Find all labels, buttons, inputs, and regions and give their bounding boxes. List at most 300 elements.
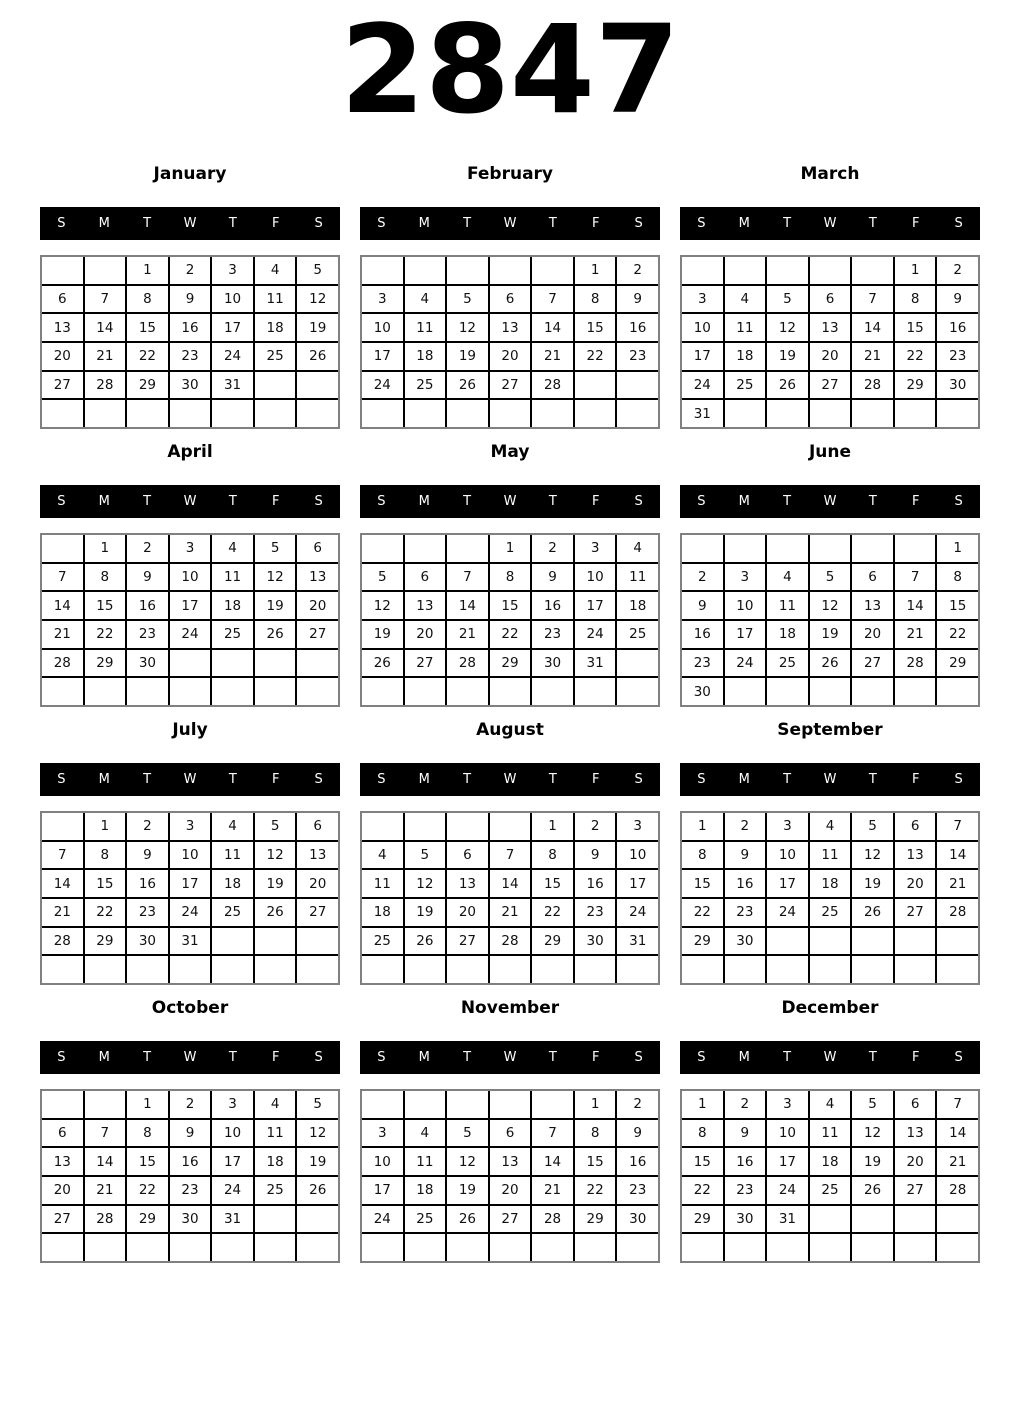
day-cell: 29	[682, 928, 723, 955]
day-cell: 14	[85, 314, 126, 341]
day-cell: 8	[575, 286, 616, 313]
day-cell: 18	[212, 592, 253, 619]
day-cell: 4	[810, 813, 851, 840]
day-cell: 31	[767, 1206, 808, 1233]
day-cell: 18	[810, 870, 851, 897]
day-cell: 16	[617, 314, 658, 341]
day-cell: 13	[810, 314, 851, 341]
day-cell: 25	[405, 1206, 446, 1233]
day-cell: 11	[810, 842, 851, 869]
day-cell: 20	[42, 343, 83, 370]
day-cell: 24	[170, 899, 211, 926]
day-grid	[40, 255, 340, 429]
day-cell: 10	[575, 564, 616, 591]
day-cell: 23	[532, 621, 573, 648]
empty-day-cell	[617, 372, 658, 399]
empty-day-cell	[725, 678, 766, 705]
day-cell: 2	[725, 813, 766, 840]
weekday-label: S	[57, 772, 66, 787]
empty-day-cell	[297, 1234, 338, 1261]
day-cell: 27	[490, 1206, 531, 1233]
empty-day-cell	[937, 678, 978, 705]
day-cell: 1	[575, 257, 616, 284]
weekday-label: M	[418, 494, 430, 509]
day-cell: 14	[937, 842, 978, 869]
day-cell: 22	[85, 621, 126, 648]
weekday-label: S	[697, 216, 706, 231]
empty-day-cell	[255, 1234, 296, 1261]
day-cell: 21	[895, 621, 936, 648]
day-cell: 10	[170, 564, 211, 591]
day-cell: 27	[810, 372, 851, 399]
empty-day-cell	[725, 257, 766, 284]
day-cell: 3	[170, 813, 211, 840]
day-cell: 29	[532, 928, 573, 955]
weekday-label: W	[183, 1050, 197, 1065]
day-cell: 29	[575, 1206, 616, 1233]
empty-day-cell	[170, 1234, 211, 1261]
month-block	[680, 998, 980, 1263]
empty-day-cell	[255, 650, 296, 677]
day-cell: 1	[682, 813, 723, 840]
empty-day-cell	[682, 956, 723, 983]
empty-day-cell	[852, 1206, 893, 1233]
day-cell: 13	[42, 314, 83, 341]
empty-day-cell	[810, 956, 851, 983]
month-block	[680, 720, 980, 985]
day-cell: 27	[490, 372, 531, 399]
day-cell: 15	[937, 592, 978, 619]
empty-day-cell	[405, 678, 446, 705]
day-cell: 14	[852, 314, 893, 341]
day-cell: 26	[297, 343, 338, 370]
day-cell: 4	[255, 257, 296, 284]
day-cell: 30	[575, 928, 616, 955]
day-cell: 5	[297, 1091, 338, 1118]
day-cell: 6	[405, 564, 446, 591]
empty-day-cell	[447, 257, 488, 284]
day-cell: 9	[532, 564, 573, 591]
day-cell: 23	[682, 650, 723, 677]
month-title: November	[460, 998, 560, 1018]
day-cell: 19	[297, 1148, 338, 1175]
weekday-label: S	[377, 494, 386, 509]
day-cell: 27	[405, 650, 446, 677]
empty-day-cell	[255, 678, 296, 705]
day-cell: 10	[212, 286, 253, 313]
day-cell: 5	[405, 842, 446, 869]
weekday-label: S	[697, 772, 706, 787]
day-cell: 18	[362, 899, 403, 926]
day-cell: 30	[127, 650, 168, 677]
empty-day-cell	[682, 535, 723, 562]
empty-day-cell	[532, 678, 573, 705]
day-cell: 21	[42, 899, 83, 926]
empty-day-cell	[42, 535, 83, 562]
day-cell: 3	[767, 1091, 808, 1118]
day-cell: 31	[617, 928, 658, 955]
month-title: February	[466, 164, 554, 184]
day-cell: 22	[490, 621, 531, 648]
weekday-label: T	[548, 772, 557, 787]
day-cell: 3	[170, 535, 211, 562]
day-cell: 15	[682, 1148, 723, 1175]
day-cell: 17	[682, 343, 723, 370]
weekday-header	[360, 207, 660, 240]
day-cell: 10	[682, 314, 723, 341]
day-cell: 16	[575, 870, 616, 897]
day-cell: 7	[85, 1120, 126, 1147]
day-cell: 10	[212, 1120, 253, 1147]
empty-day-cell	[767, 535, 808, 562]
day-cell: 11	[405, 1148, 446, 1175]
month-block	[360, 442, 660, 707]
weekday-label: M	[738, 216, 750, 231]
weekday-header	[680, 207, 980, 240]
empty-day-cell	[895, 1234, 936, 1261]
day-cell: 25	[255, 1177, 296, 1204]
day-cell: 2	[617, 257, 658, 284]
day-cell: 22	[575, 1177, 616, 1204]
empty-day-cell	[170, 956, 211, 983]
weekday-label: T	[143, 772, 152, 787]
empty-day-cell	[405, 956, 446, 983]
empty-day-cell	[767, 928, 808, 955]
day-cell: 12	[297, 286, 338, 313]
empty-day-cell	[362, 956, 403, 983]
weekday-header	[680, 1041, 980, 1074]
day-cell: 9	[575, 842, 616, 869]
weekday-label: T	[228, 772, 237, 787]
day-cell: 4	[405, 1120, 446, 1147]
weekday-label: S	[634, 772, 643, 787]
empty-day-cell	[255, 372, 296, 399]
day-grid	[680, 1089, 980, 1263]
empty-day-cell	[85, 1234, 126, 1261]
day-cell: 24	[362, 372, 403, 399]
empty-day-cell	[170, 400, 211, 427]
day-grid	[360, 811, 660, 985]
weekday-label: S	[57, 1050, 66, 1065]
day-cell: 13	[297, 564, 338, 591]
day-cell: 12	[852, 842, 893, 869]
weekday-label: M	[98, 1050, 110, 1065]
weekday-label: S	[634, 494, 643, 509]
day-cell: 19	[255, 592, 296, 619]
day-cell: 8	[682, 1120, 723, 1147]
day-cell: 1	[490, 535, 531, 562]
empty-day-cell	[405, 1234, 446, 1261]
empty-day-cell	[362, 678, 403, 705]
day-cell: 17	[362, 343, 403, 370]
day-cell: 24	[767, 899, 808, 926]
day-cell: 29	[490, 650, 531, 677]
weekday-header	[680, 763, 980, 796]
empty-day-cell	[85, 400, 126, 427]
empty-day-cell	[212, 928, 253, 955]
day-cell: 8	[682, 842, 723, 869]
day-cell: 31	[170, 928, 211, 955]
weekday-header	[680, 485, 980, 518]
day-cell: 9	[937, 286, 978, 313]
day-cell: 13	[447, 870, 488, 897]
weekday-label: T	[463, 216, 472, 231]
day-cell: 18	[617, 592, 658, 619]
day-cell: 10	[362, 1148, 403, 1175]
day-cell: 22	[895, 343, 936, 370]
day-cell: 23	[170, 1177, 211, 1204]
day-cell: 24	[362, 1206, 403, 1233]
day-cell: 17	[617, 870, 658, 897]
weekday-header	[360, 485, 660, 518]
empty-day-cell	[767, 400, 808, 427]
weekday-label: F	[911, 216, 920, 231]
day-cell: 28	[85, 372, 126, 399]
day-cell: 20	[490, 343, 531, 370]
empty-day-cell	[937, 1206, 978, 1233]
empty-day-cell	[42, 1091, 83, 1118]
day-cell: 16	[682, 621, 723, 648]
empty-day-cell	[85, 257, 126, 284]
weekday-label: T	[783, 772, 792, 787]
day-cell: 10	[767, 842, 808, 869]
day-cell: 16	[937, 314, 978, 341]
empty-day-cell	[42, 813, 83, 840]
day-cell: 25	[212, 899, 253, 926]
day-cell: 21	[42, 621, 83, 648]
day-cell: 14	[937, 1120, 978, 1147]
weekday-header	[40, 763, 340, 796]
day-cell: 15	[127, 1148, 168, 1175]
day-cell: 19	[852, 1148, 893, 1175]
day-cell: 23	[127, 899, 168, 926]
month-block	[40, 164, 340, 429]
empty-day-cell	[532, 1234, 573, 1261]
day-cell: 9	[725, 1120, 766, 1147]
empty-day-cell	[85, 1091, 126, 1118]
day-cell: 18	[212, 870, 253, 897]
day-cell: 20	[810, 343, 851, 370]
day-cell: 2	[127, 813, 168, 840]
day-cell: 4	[362, 842, 403, 869]
day-grid	[680, 255, 980, 429]
month-block	[40, 720, 340, 985]
day-cell: 19	[297, 314, 338, 341]
empty-day-cell	[405, 400, 446, 427]
day-cell: 27	[297, 899, 338, 926]
day-cell: 23	[617, 1177, 658, 1204]
empty-day-cell	[362, 813, 403, 840]
day-cell: 16	[725, 1148, 766, 1175]
day-cell: 28	[937, 899, 978, 926]
empty-day-cell	[405, 535, 446, 562]
day-cell: 19	[810, 621, 851, 648]
day-cell: 13	[490, 314, 531, 341]
month-title: April	[167, 442, 213, 462]
day-cell: 23	[725, 1177, 766, 1204]
day-cell: 10	[362, 314, 403, 341]
weekday-label: T	[228, 1050, 237, 1065]
empty-day-cell	[297, 956, 338, 983]
day-cell: 4	[810, 1091, 851, 1118]
day-cell: 21	[937, 1148, 978, 1175]
weekday-header	[360, 1041, 660, 1074]
day-cell: 19	[852, 870, 893, 897]
weekday-label: F	[271, 494, 280, 509]
day-cell: 26	[405, 928, 446, 955]
day-cell: 1	[895, 257, 936, 284]
weekday-label: W	[823, 216, 837, 231]
day-cell: 28	[42, 928, 83, 955]
day-cell: 29	[127, 372, 168, 399]
day-cell: 6	[447, 842, 488, 869]
day-cell: 11	[255, 286, 296, 313]
weekday-label: T	[143, 494, 152, 509]
empty-day-cell	[447, 956, 488, 983]
empty-day-cell	[937, 928, 978, 955]
empty-day-cell	[810, 928, 851, 955]
day-cell: 15	[127, 314, 168, 341]
empty-day-cell	[362, 400, 403, 427]
empty-day-cell	[575, 678, 616, 705]
day-cell: 2	[170, 257, 211, 284]
day-cell: 5	[297, 257, 338, 284]
day-cell: 17	[212, 314, 253, 341]
day-cell: 3	[362, 1120, 403, 1147]
day-cell: 6	[895, 1091, 936, 1118]
weekday-label: T	[548, 216, 557, 231]
day-cell: 17	[170, 592, 211, 619]
empty-day-cell	[895, 400, 936, 427]
day-cell: 22	[575, 343, 616, 370]
weekday-label: M	[98, 772, 110, 787]
day-cell: 20	[42, 1177, 83, 1204]
empty-day-cell	[297, 372, 338, 399]
day-cell: 3	[575, 535, 616, 562]
day-cell: 6	[297, 813, 338, 840]
empty-day-cell	[297, 678, 338, 705]
day-cell: 3	[617, 813, 658, 840]
day-cell: 20	[895, 870, 936, 897]
day-cell: 26	[810, 650, 851, 677]
day-cell: 23	[725, 899, 766, 926]
day-cell: 9	[170, 286, 211, 313]
day-cell: 17	[212, 1148, 253, 1175]
day-cell: 5	[255, 813, 296, 840]
empty-day-cell	[575, 400, 616, 427]
weekday-label: T	[783, 216, 792, 231]
day-cell: 7	[42, 842, 83, 869]
day-cell: 16	[725, 870, 766, 897]
empty-day-cell	[212, 400, 253, 427]
empty-day-cell	[810, 535, 851, 562]
day-cell: 20	[895, 1148, 936, 1175]
day-cell: 5	[447, 286, 488, 313]
weekday-label: S	[697, 494, 706, 509]
empty-day-cell	[895, 928, 936, 955]
empty-day-cell	[852, 400, 893, 427]
empty-day-cell	[85, 678, 126, 705]
day-cell: 28	[937, 1177, 978, 1204]
day-cell: 26	[852, 899, 893, 926]
empty-day-cell	[490, 678, 531, 705]
day-cell: 19	[362, 621, 403, 648]
empty-day-cell	[42, 257, 83, 284]
day-cell: 28	[85, 1206, 126, 1233]
day-grid	[680, 811, 980, 985]
weekday-label: S	[634, 216, 643, 231]
empty-day-cell	[490, 1234, 531, 1261]
day-cell: 21	[490, 899, 531, 926]
empty-day-cell	[895, 1206, 936, 1233]
empty-day-cell	[617, 650, 658, 677]
empty-day-cell	[725, 535, 766, 562]
day-cell: 4	[725, 286, 766, 313]
day-cell: 4	[617, 535, 658, 562]
month-title: September	[777, 720, 883, 740]
weekday-label: S	[954, 494, 963, 509]
weekday-label: T	[783, 494, 792, 509]
day-cell: 15	[575, 1148, 616, 1175]
empty-day-cell	[255, 400, 296, 427]
weekday-label: T	[868, 494, 877, 509]
empty-day-cell	[532, 257, 573, 284]
day-cell: 25	[617, 621, 658, 648]
empty-day-cell	[767, 678, 808, 705]
day-cell: 6	[490, 286, 531, 313]
empty-day-cell	[362, 1091, 403, 1118]
empty-day-cell	[575, 1234, 616, 1261]
day-cell: 7	[85, 286, 126, 313]
month-block	[360, 720, 660, 985]
day-cell: 9	[127, 564, 168, 591]
empty-day-cell	[852, 956, 893, 983]
empty-day-cell	[617, 956, 658, 983]
day-cell: 15	[682, 870, 723, 897]
day-cell: 3	[212, 1091, 253, 1118]
day-cell: 27	[447, 928, 488, 955]
weekday-label: S	[57, 216, 66, 231]
day-cell: 25	[767, 650, 808, 677]
day-cell: 15	[575, 314, 616, 341]
weekday-header	[40, 485, 340, 518]
day-cell: 28	[895, 650, 936, 677]
day-cell: 14	[42, 592, 83, 619]
empty-day-cell	[532, 1091, 573, 1118]
day-cell: 19	[447, 1177, 488, 1204]
empty-day-cell	[212, 956, 253, 983]
day-cell: 5	[255, 535, 296, 562]
empty-day-cell	[42, 1234, 83, 1261]
day-cell: 7	[490, 842, 531, 869]
day-cell: 23	[575, 899, 616, 926]
day-cell: 28	[852, 372, 893, 399]
empty-day-cell	[725, 956, 766, 983]
day-cell: 15	[895, 314, 936, 341]
day-cell: 22	[127, 1177, 168, 1204]
day-cell: 24	[212, 343, 253, 370]
weekday-label: W	[503, 772, 517, 787]
day-cell: 14	[490, 870, 531, 897]
day-cell: 12	[447, 1148, 488, 1175]
weekday-label: S	[954, 1050, 963, 1065]
day-cell: 17	[575, 592, 616, 619]
month-title: August	[476, 720, 544, 740]
day-cell: 15	[85, 870, 126, 897]
day-cell: 16	[127, 870, 168, 897]
day-cell: 8	[937, 564, 978, 591]
weekday-label: W	[183, 772, 197, 787]
